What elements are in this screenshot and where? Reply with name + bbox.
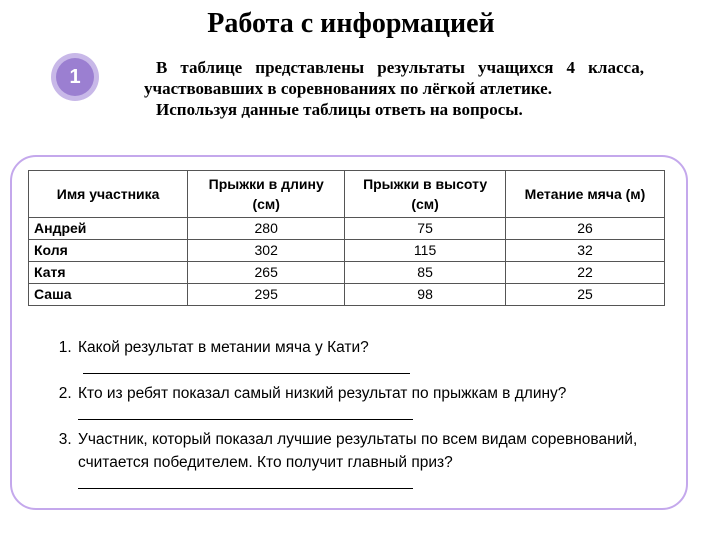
cell-name: Коля — [29, 240, 188, 262]
header-high-jump: Прыжки в высоту (см) — [345, 171, 506, 218]
header-ball-throw: Метание мяча (м) — [506, 171, 665, 218]
badge-number: 1 — [56, 58, 94, 96]
cell-name: Андрей — [29, 218, 188, 240]
intro-paragraph-1: В таблице представлены результаты учащихся 4 класса, участвовавших в соревнованиях по лёгкой атлетике. — [144, 58, 644, 98]
cell-ball-throw: 26 — [506, 218, 665, 240]
cell-high-jump: 85 — [345, 262, 506, 284]
cell-long-jump: 295 — [188, 284, 345, 306]
question-text: Кто из ребят показал самый низкий результат по прыжкам в длину? — [78, 385, 567, 402]
question-text: Какой результат в метании мяча у Кати? — [78, 339, 369, 356]
results-table — [28, 170, 665, 306]
answer-line[interactable] — [83, 359, 410, 374]
task-intro — [144, 57, 644, 120]
question-list — [50, 336, 676, 497]
cell-name: Катя — [29, 262, 188, 284]
cell-long-jump: 265 — [188, 262, 345, 284]
header-name: Имя участника — [29, 171, 188, 218]
intro-paragraph-2: Используя данные таблицы ответь на вопросы. — [156, 100, 523, 119]
cell-ball-throw: 25 — [506, 284, 665, 306]
question-item — [76, 428, 676, 489]
table-header-row — [29, 171, 665, 218]
cell-name: Саша — [29, 284, 188, 306]
cell-ball-throw: 22 — [506, 262, 665, 284]
table-row — [29, 262, 665, 284]
question-text: Участник, который показал лучшие результаты по всем видам соревнований, считается победителем. Кто получит главный приз? — [78, 431, 638, 471]
cell-long-jump: 302 — [188, 240, 345, 262]
page-title: Работа с информацией — [207, 8, 495, 39]
cell-long-jump: 280 — [188, 218, 345, 240]
header-long-jump: Прыжки в длину (см) — [188, 171, 345, 218]
cell-ball-throw: 32 — [506, 240, 665, 262]
answer-line[interactable] — [78, 474, 413, 489]
table-row — [29, 218, 665, 240]
cell-high-jump: 115 — [345, 240, 506, 262]
cell-high-jump: 75 — [345, 218, 506, 240]
question-item — [76, 382, 676, 420]
table-row — [29, 240, 665, 262]
answer-line[interactable] — [78, 405, 413, 420]
question-item — [76, 336, 676, 374]
cell-high-jump: 98 — [345, 284, 506, 306]
table-row — [29, 284, 665, 306]
number-badge — [51, 53, 99, 101]
